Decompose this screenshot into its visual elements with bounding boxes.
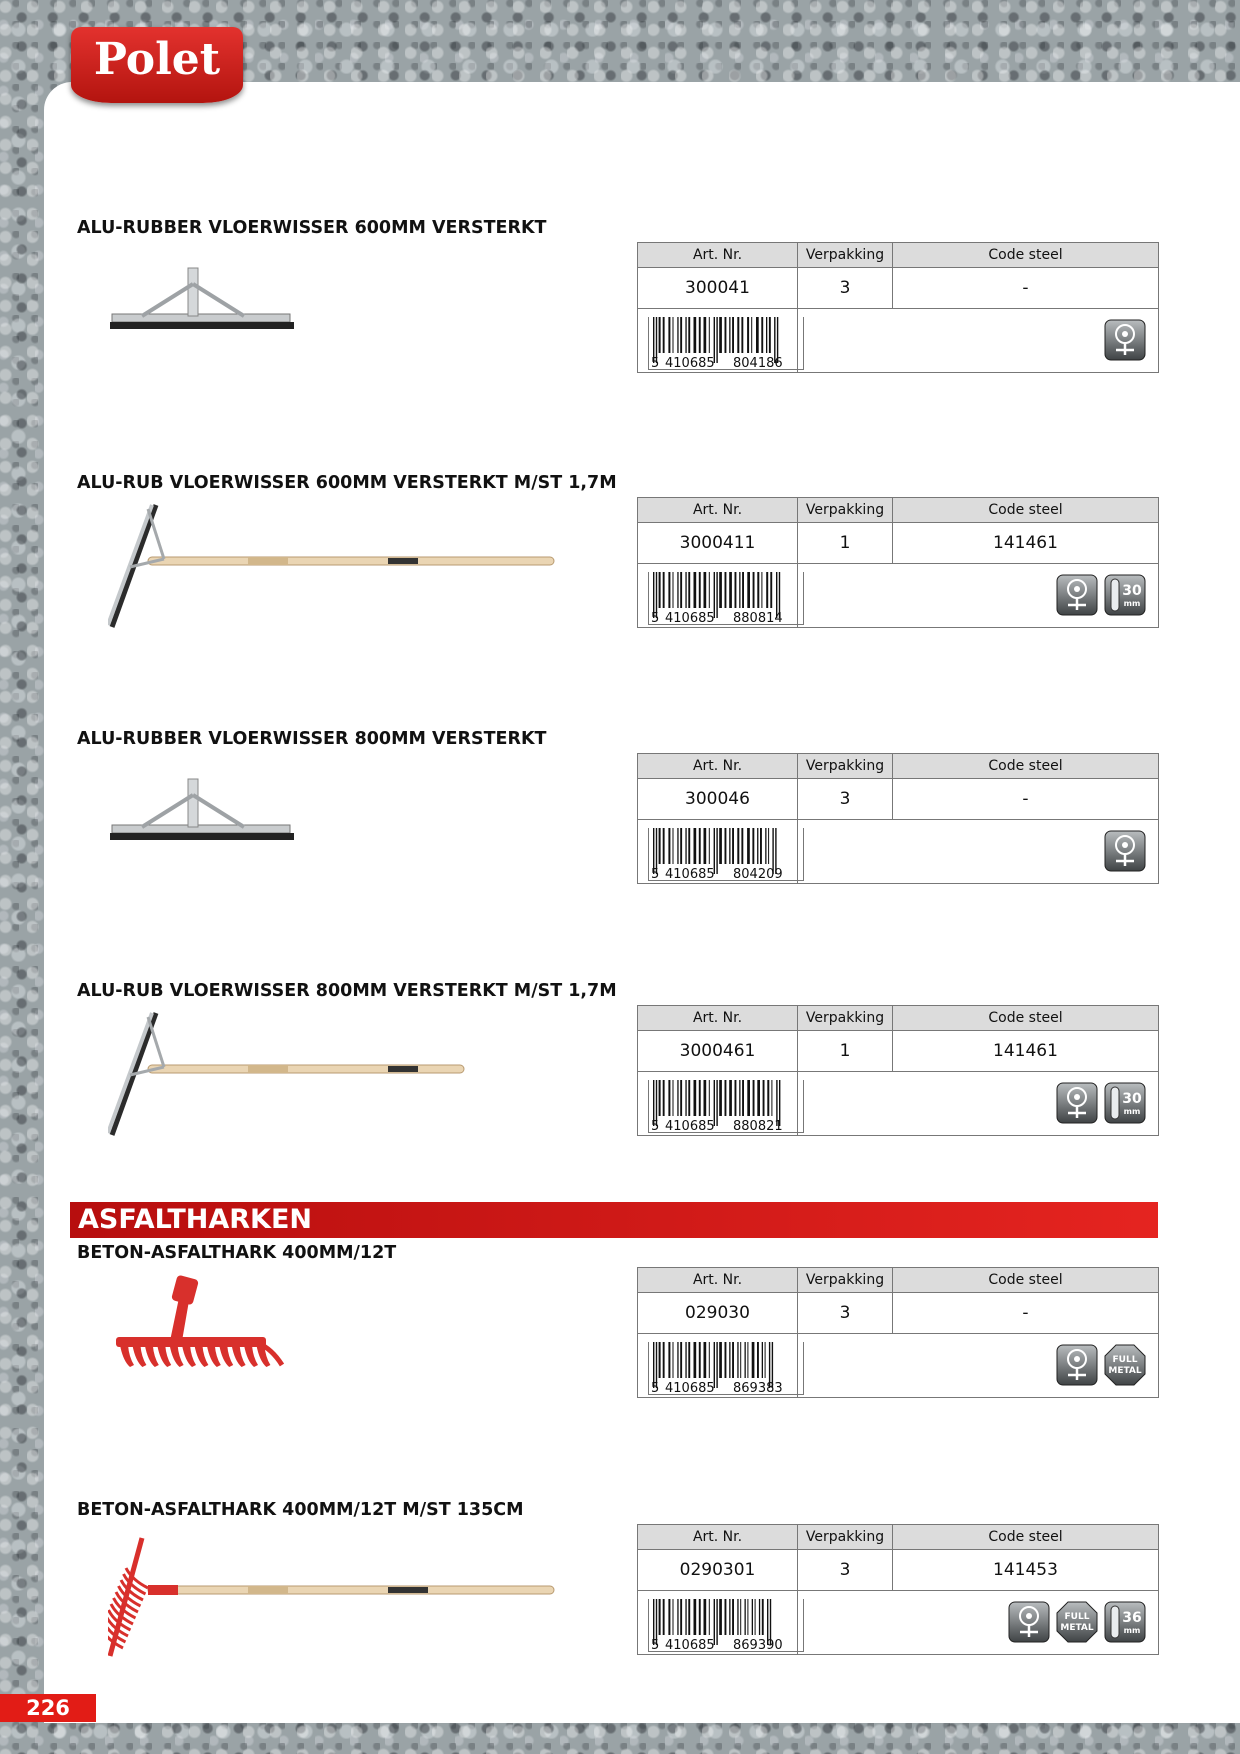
art-value: 300041 xyxy=(638,268,798,309)
art-header: Art. Nr. xyxy=(638,1006,798,1031)
product-image xyxy=(108,501,558,635)
feature-icons xyxy=(1104,319,1146,361)
code-value: 141453 xyxy=(893,1550,1159,1591)
pack-header: Verpakking xyxy=(798,243,893,268)
barcode-cell xyxy=(638,309,798,373)
pack-value: 3 xyxy=(798,1550,893,1591)
barcode-group-2: 869383 xyxy=(733,1380,783,1395)
bolt-icon xyxy=(1104,319,1146,361)
diameter-unit: mm xyxy=(1123,1107,1141,1116)
spec-table xyxy=(637,242,1159,373)
diameter-value: 36 xyxy=(1122,1610,1142,1626)
pack-value: 3 xyxy=(798,779,893,820)
barcode-group-2: 804209 xyxy=(733,866,783,881)
code-value: - xyxy=(893,779,1159,820)
product-title: ALU-RUBBER VLOERWISSER 800MM VERSTERKT xyxy=(77,729,547,749)
barcode-digit-1: 5 xyxy=(651,866,660,881)
full-metal-label-2: METAL xyxy=(1060,1623,1094,1633)
code-header: Code steel xyxy=(893,1268,1159,1293)
feature-icons xyxy=(1008,1601,1146,1643)
icon-cell xyxy=(798,1334,1159,1398)
icon-cell xyxy=(798,309,1159,373)
spec-table xyxy=(637,753,1159,884)
art-value: 0290301 xyxy=(638,1550,798,1591)
product-image xyxy=(108,1275,298,1389)
art-value: 3000411 xyxy=(638,523,798,564)
icon-cell xyxy=(798,1072,1159,1136)
product-title: ALU-RUBBER VLOERWISSER 600MM VERSTERKT xyxy=(77,218,547,238)
feature-icons xyxy=(1056,1344,1146,1386)
product-title: ALU-RUB VLOERWISSER 800MM VERSTERKT M/ST 1,7M xyxy=(77,981,617,1001)
barcode-digit-1: 5 xyxy=(651,1118,660,1133)
handle-diameter-icon xyxy=(1104,574,1146,616)
barcode-digit-1: 5 xyxy=(651,1380,660,1395)
art-value: 300046 xyxy=(638,779,798,820)
barcode-group-1: 410685 xyxy=(665,355,715,370)
code-header: Code steel xyxy=(893,754,1159,779)
full-metal-label-1: FULL xyxy=(1112,1355,1138,1365)
feature-icons xyxy=(1056,574,1146,616)
bolt-icon xyxy=(1056,1082,1098,1124)
barcode-cell xyxy=(638,1591,798,1655)
barcode xyxy=(648,828,804,881)
full-metal-icon xyxy=(1104,1344,1146,1386)
handle-diameter-icon xyxy=(1104,1082,1146,1124)
diameter-unit: mm xyxy=(1123,1626,1141,1635)
code-header: Code steel xyxy=(893,1006,1159,1031)
bolt-icon xyxy=(1008,1601,1050,1643)
bolt-icon xyxy=(1056,1344,1098,1386)
barcode-group-2: 880814 xyxy=(733,610,783,625)
barcode-cell xyxy=(638,820,798,884)
spec-table xyxy=(637,1267,1159,1398)
bolt-icon xyxy=(1056,574,1098,616)
product-title: BETON-ASFALTHARK 400MM/12T xyxy=(77,1243,397,1263)
barcode-digit-1: 5 xyxy=(651,355,660,370)
barcode-group-2: 880821 xyxy=(733,1118,783,1133)
product-image xyxy=(108,773,298,867)
pack-header: Verpakking xyxy=(798,1006,893,1031)
barcode xyxy=(648,1080,804,1133)
product-title: BETON-ASFALTHARK 400MM/12T M/ST 135CM xyxy=(77,1500,524,1520)
full-metal-label-2: METAL xyxy=(1108,1366,1142,1376)
barcode-group-1: 410685 xyxy=(665,1380,715,1395)
spec-table xyxy=(637,1005,1159,1136)
art-value: 029030 xyxy=(638,1293,798,1334)
pack-header: Verpakking xyxy=(798,498,893,523)
page-number: 226 xyxy=(0,1694,96,1722)
barcode xyxy=(648,572,804,625)
pack-value: 1 xyxy=(798,1031,893,1072)
pack-header: Verpakking xyxy=(798,1525,893,1550)
pack-header: Verpakking xyxy=(798,754,893,779)
barcode-group-1: 410685 xyxy=(665,866,715,881)
barcode-group-2: 804186 xyxy=(733,355,783,370)
pack-value: 3 xyxy=(798,1293,893,1334)
product-image xyxy=(108,1009,468,1143)
full-metal-label-1: FULL xyxy=(1064,1612,1090,1622)
code-header: Code steel xyxy=(893,1525,1159,1550)
product-image xyxy=(108,1530,558,1664)
icon-cell xyxy=(798,564,1159,628)
code-value: 141461 xyxy=(893,523,1159,564)
product-image xyxy=(108,262,298,356)
diameter-value: 30 xyxy=(1122,583,1142,599)
pack-value: 3 xyxy=(798,268,893,309)
barcode xyxy=(648,1599,804,1652)
spec-table xyxy=(637,497,1159,628)
barcode xyxy=(648,1342,804,1395)
barcode xyxy=(648,317,804,370)
pack-value: 1 xyxy=(798,523,893,564)
code-value: 141461 xyxy=(893,1031,1159,1072)
spec-table xyxy=(637,1524,1159,1655)
barcode-cell xyxy=(638,564,798,628)
handle-diameter-icon xyxy=(1104,1601,1146,1643)
barcode-group-1: 410685 xyxy=(665,1118,715,1133)
barcode-digit-1: 5 xyxy=(651,610,660,625)
barcode-group-1: 410685 xyxy=(665,610,715,625)
art-header: Art. Nr. xyxy=(638,754,798,779)
barcode-cell xyxy=(638,1072,798,1136)
pack-header: Verpakking xyxy=(798,1268,893,1293)
icon-cell xyxy=(798,1591,1159,1655)
art-header: Art. Nr. xyxy=(638,243,798,268)
diameter-unit: mm xyxy=(1123,599,1141,608)
art-header: Art. Nr. xyxy=(638,1525,798,1550)
icon-cell xyxy=(798,820,1159,884)
code-header: Code steel xyxy=(893,498,1159,523)
art-header: Art. Nr. xyxy=(638,498,798,523)
barcode-group-2: 869390 xyxy=(733,1637,783,1652)
full-metal-icon xyxy=(1056,1601,1098,1643)
bolt-icon xyxy=(1104,830,1146,872)
diameter-value: 30 xyxy=(1122,1091,1142,1107)
product-title: ALU-RUB VLOERWISSER 600MM VERSTERKT M/ST 1,7M xyxy=(77,473,617,493)
section-header: ASFALTHARKEN xyxy=(70,1202,1158,1238)
code-value: - xyxy=(893,1293,1159,1334)
barcode-cell xyxy=(638,1334,798,1398)
feature-icons xyxy=(1104,830,1146,872)
art-header: Art. Nr. xyxy=(638,1268,798,1293)
brand-logo: Polet xyxy=(71,27,243,103)
code-header: Code steel xyxy=(893,243,1159,268)
code-value: - xyxy=(893,268,1159,309)
feature-icons xyxy=(1056,1082,1146,1124)
art-value: 3000461 xyxy=(638,1031,798,1072)
barcode-digit-1: 5 xyxy=(651,1637,660,1652)
barcode-group-1: 410685 xyxy=(665,1637,715,1652)
